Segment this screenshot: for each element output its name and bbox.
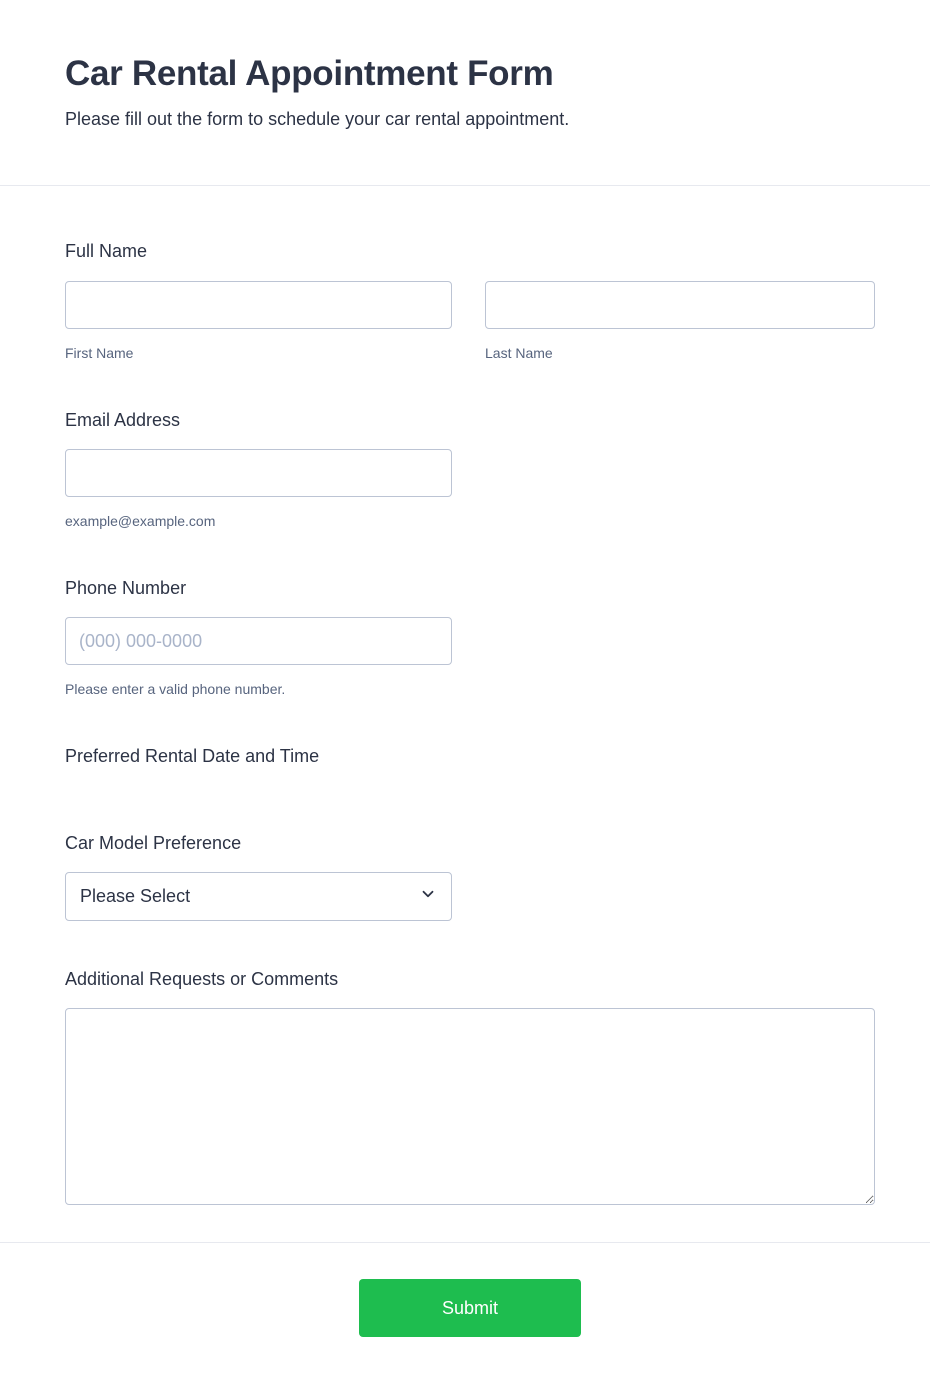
phone-sublabel: Please enter a valid phone number. [65, 681, 286, 697]
rental-datetime-label: Preferred Rental Date and Time [65, 746, 320, 766]
full-name-row [65, 281, 875, 361]
email-label: Email Address [65, 410, 181, 430]
comments-textarea[interactable] [65, 1008, 875, 1205]
car-model-label: Car Model Preference [65, 833, 242, 853]
car-model-select[interactable] [65, 872, 452, 921]
first-name-sublabel: First Name [65, 345, 134, 361]
field-email [65, 410, 875, 529]
last-name-sublabel: Last Name [485, 345, 553, 361]
submit-row [0, 1243, 930, 1337]
email-sublabel: example@example.com [65, 513, 216, 529]
page-subtitle: Please fill out the form to schedule your car rental appointment. [65, 109, 570, 129]
field-car-model [65, 833, 875, 921]
page-title: Car Rental Appointment Form [65, 54, 554, 93]
last-name-input[interactable] [485, 281, 875, 329]
form-header [0, 0, 930, 186]
form-body [0, 241, 930, 1205]
full-name-label: Full Name [65, 241, 148, 261]
submit-button[interactable]: Submit [359, 1279, 581, 1337]
field-rental-datetime [65, 746, 875, 767]
chevron-down-icon [419, 885, 437, 908]
phone-label: Phone Number [65, 578, 187, 598]
comments-label: Additional Requests or Comments [65, 969, 339, 989]
field-phone [65, 578, 875, 697]
field-comments [65, 969, 875, 1205]
first-name-group [65, 281, 452, 361]
first-name-input[interactable] [65, 281, 452, 329]
email-input[interactable] [65, 449, 452, 497]
last-name-group [485, 281, 875, 361]
car-model-selected-value: Please Select [80, 886, 191, 906]
phone-input[interactable] [65, 617, 452, 665]
field-full-name [65, 241, 875, 361]
